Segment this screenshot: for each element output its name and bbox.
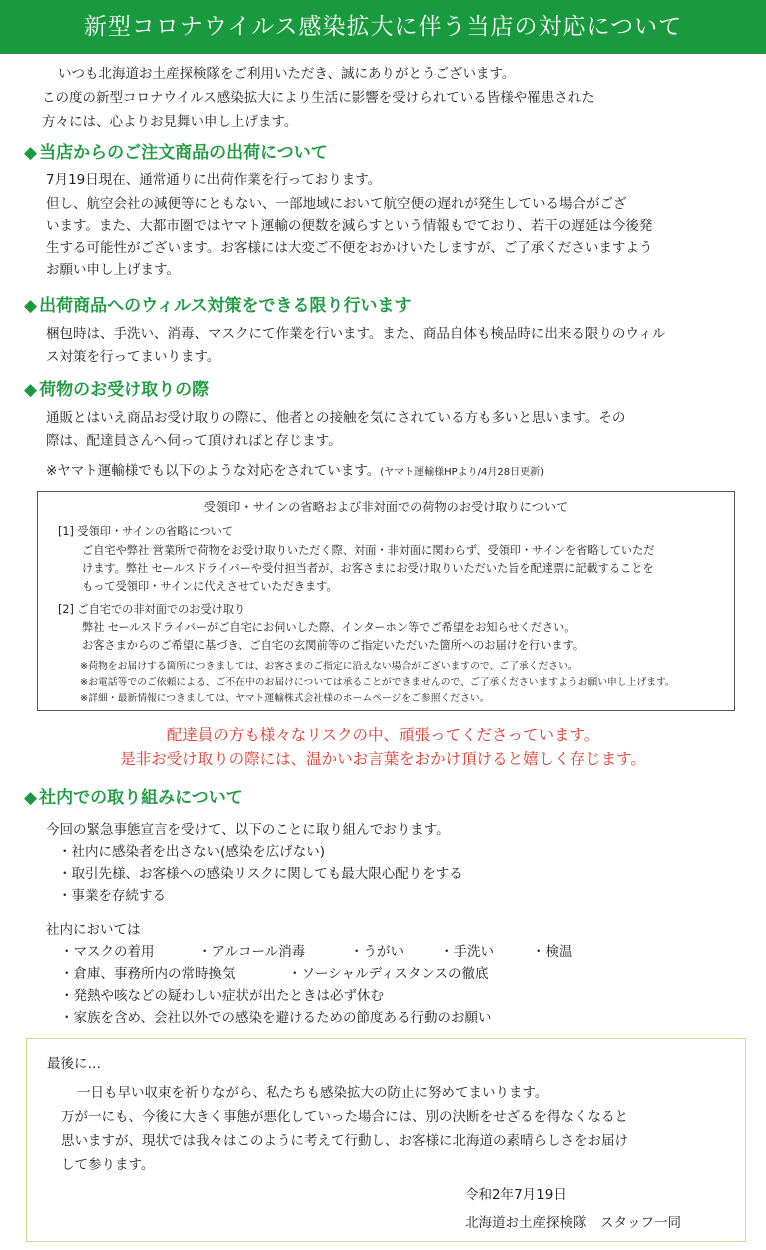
- yamato-note-1: ※荷物をお届けする箇所につきましては、お客さまのご指定に沿えない場合がございますので、ご了承ください。: [80, 661, 578, 672]
- measures-intro: 社内においては: [46, 922, 141, 938]
- measure-rest-when-sick: ・発熱や咳などの疑わしい症状が出たときは必ず休む: [60, 988, 384, 1004]
- shipping-line-3: います。また、大都市圏ではヤマト運輸の便数を減らすという情報もでており、若干の遅延は今後発: [46, 218, 653, 234]
- yamato-note-text: ※ヤマト運輸様でも以下のような対応をされています。: [46, 463, 381, 479]
- yamato-item1-line-2: けます。弊社 セールスドライバーや受付担当者が、お客さまにお受け取りいただいた旨を配達票に記載することを: [82, 562, 654, 575]
- yamato-item2-line-1: 弊社 セールスドライバーがご自宅にお伺いした際、インターホン等でご希望をお知らせください。: [82, 621, 576, 634]
- diamond-bullet-icon: ◆: [24, 143, 38, 163]
- yamato-note-source: (ヤマト運輸様HPより/4月28日更新): [380, 467, 545, 478]
- shipping-line-1: 7月19日現在、通常通りに出荷作業を行っております。: [46, 172, 382, 188]
- virus-line-2: ス対策を行ってまいります。: [46, 349, 221, 365]
- receipt-line-1: 通販とはいえ商品お受け取りの際に、他者との接触を気にされている方も多いと思います。その: [46, 410, 626, 426]
- intro-line-3: 方々には、心よりお見舞い申し上げます。: [42, 114, 298, 130]
- yamato-note: [46, 459, 544, 485]
- diamond-bullet-icon: ◆: [24, 788, 38, 808]
- section-receipt-heading: [24, 378, 209, 402]
- closing-signature: 北海道お土産探検隊 スタッフ一同: [465, 1215, 681, 1231]
- section-shipping-heading: [24, 141, 328, 165]
- closing-line-3: 思いますが、現状では我々はこのように考えて行動し、お客様に北海道の素晴らしさをお届け: [61, 1133, 628, 1149]
- virus-line-1: 梱包時は、手洗い、消毒、マスクにて作業を行います。また、商品自体も検品時に出来る限りのウィル: [46, 326, 666, 342]
- yamato-info-box: [37, 491, 735, 711]
- internal-intro: 今回の緊急事態宣言を受けて、以下のことに取り組んでおります。: [46, 822, 450, 838]
- closing-line-1: 一日も早い収束を祈りながら、私たちも感染拡大の防止に努めてまいります。: [77, 1085, 549, 1101]
- red-message-line-1: 配達員の方も様々なリスクの中、頑張ってくださっています。: [166, 726, 600, 744]
- closing-date: 令和2年7月19日: [465, 1187, 567, 1203]
- banner-title: 新型コロナウイルス感染拡大に伴う当店の対応について: [83, 14, 683, 40]
- yamato-note-2: ※お電話等でのご依頼による、ご不在中のお届けについては承ることができませんので、ご了承くださいますようお願い申し上げます。: [80, 677, 675, 688]
- yamato-item1-line-3: もって受領印・サインに代えさせていただきます。: [82, 580, 338, 593]
- receipt-line-2: 際は、配達員さんへ伺って頂ければと存じます。: [46, 433, 342, 449]
- measure-handwash: ・手洗い: [440, 944, 494, 960]
- internal-goal-2: ・取引先様、お客様への感染リスクに関しても最大限心配りをする: [58, 866, 463, 882]
- shipping-line-5: お願い申し上げます。: [46, 262, 180, 278]
- measure-alcohol: ・アルコール消毒: [198, 944, 306, 960]
- section-virus-heading: [24, 294, 412, 318]
- measure-family-conduct: ・家族を含め、会社以外での感染を避けるための節度ある行動のお願い: [60, 1010, 492, 1026]
- section-virus-title: 出荷商品へのウィルス対策をできる限り行います: [39, 296, 412, 316]
- intro-line-1: いつも北海道お土産探検隊をご利用いただき、誠にありがとうございます。: [58, 66, 516, 82]
- closing-heading: 最後に…: [47, 1056, 101, 1072]
- internal-goal-3: ・事業を存続する: [58, 888, 166, 904]
- measure-mask: ・マスクの着用: [60, 944, 155, 960]
- page-banner: [0, 0, 766, 54]
- measure-temperature: ・検温: [532, 944, 573, 960]
- measure-social-distance: ・ソーシャルディスタンスの徹底: [288, 966, 489, 982]
- shipping-line-2: 但し、航空会社の減便等にともない、一部地域において航空便の遅れが発生している場合がござ: [46, 196, 627, 212]
- section-internal-heading: [24, 786, 243, 810]
- shipping-line-4: 生する可能性がございます。お客様には大変ご不便をおかけいたしますが、ご了承くださいますよう: [46, 240, 653, 256]
- yamato-item1-line-1: ご自宅や弊社 営業所で荷物をお受け取りいただく際、対面・非対面に関わらず、受領印・サインを省略していただ: [82, 544, 655, 557]
- closing-box: [26, 1038, 746, 1242]
- section-internal-title: 社内での取り組みについて: [39, 788, 243, 808]
- diamond-bullet-icon: ◆: [24, 296, 38, 316]
- red-message-line-2: 是非お受け取りの際には、温かいお言葉をおかけ頂けると嬉しく存じます。: [120, 750, 646, 768]
- yamato-item2-line-2: お客さまからのご希望に基づき、ご自宅の玄関前等のご指定いただいた箇所へのお届けを行います。: [82, 639, 585, 652]
- yamato-note-3: ※詳細・最新情報につきましては、ヤマト運輸株式会社様のホームページをご参照ください。: [80, 693, 490, 704]
- measure-ventilation: ・倉庫、事務所内の常時換気: [60, 966, 236, 982]
- measure-gargle: ・うがい: [350, 944, 404, 960]
- section-receipt-title: 荷物のお受け取りの際: [39, 380, 210, 400]
- intro-line-2: この度の新型コロナウイルス感染拡大により生活に影響を受けられている皆様や罹患された: [42, 90, 595, 106]
- section-shipping-title: 当店からのご注文商品の出荷について: [39, 143, 328, 163]
- internal-goal-1: ・社内に感染者を出さない(感染を広げない): [58, 844, 326, 860]
- diamond-bullet-icon: ◆: [24, 380, 38, 400]
- closing-line-4: して参ります。: [61, 1157, 155, 1173]
- yamato-item1-title: [1] 受領印・サインの省略について: [58, 525, 234, 538]
- yamato-item2-title: [2] ご自宅での非対面でのお受け取り: [58, 603, 246, 616]
- yamato-box-title: 受領印・サインの省略および非対面での荷物のお受け取りについて: [203, 500, 569, 514]
- closing-line-2: 万が一にも、今後に大きく事態が悪化していった場合には、別の決断をせざるを得なくなると: [61, 1109, 628, 1125]
